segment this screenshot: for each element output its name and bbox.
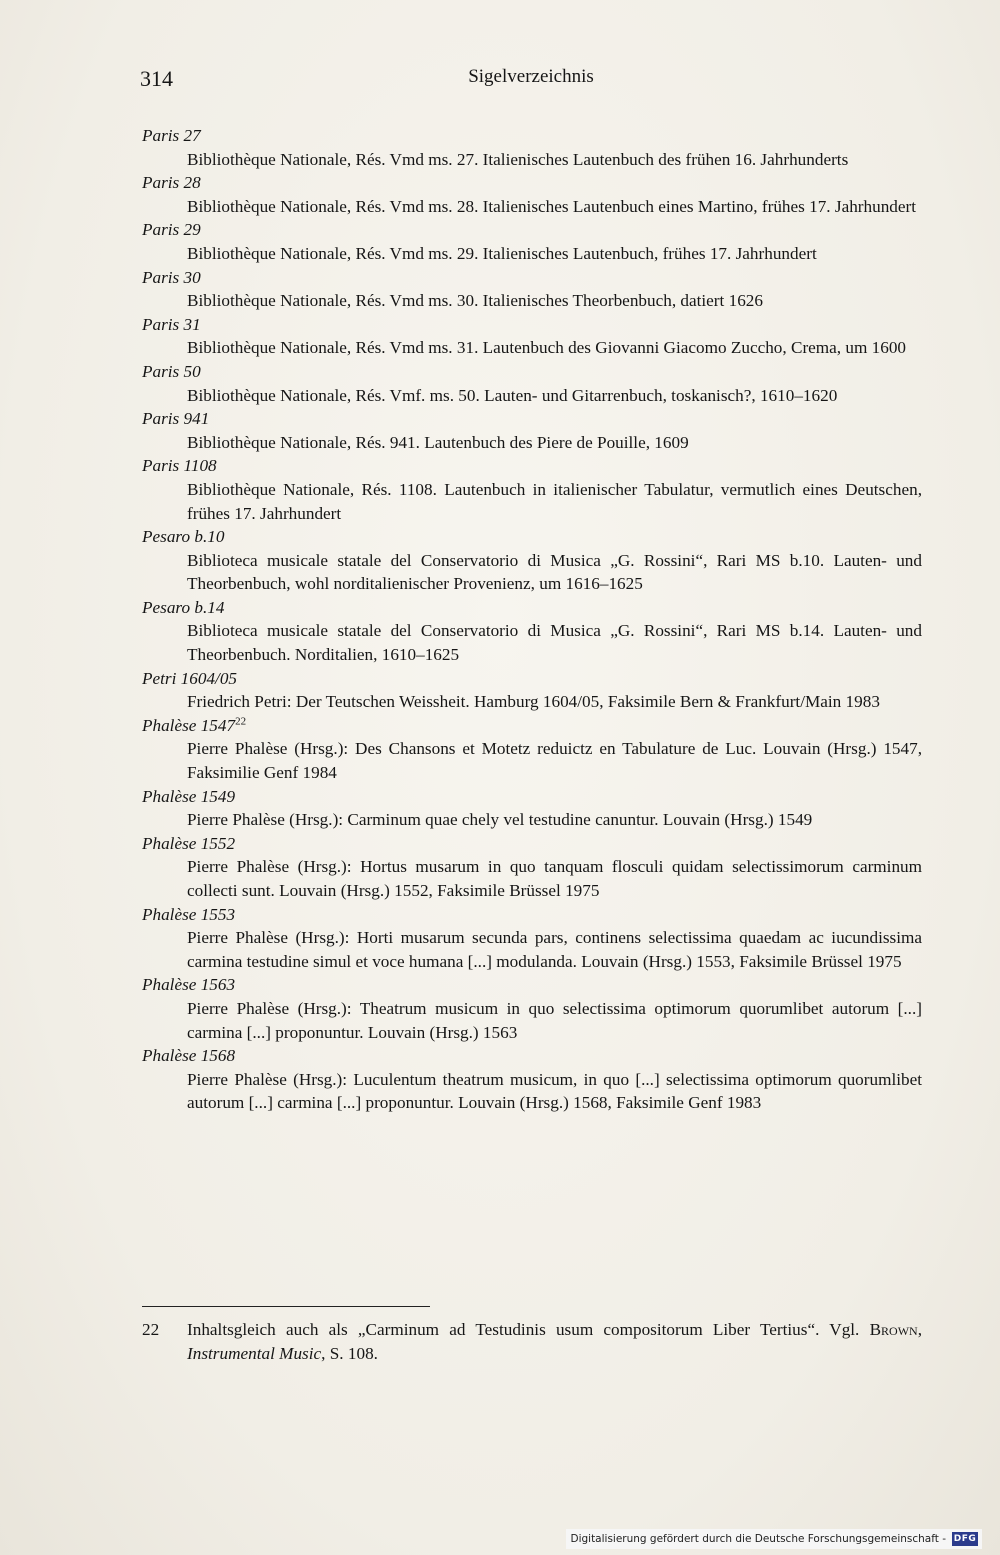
siglum-text: Paris 28 [142, 173, 201, 193]
siglum-description: Bibliothèque Nationale, Rés. Vmd ms. 29. Italienisches Lautenbuch, frühes 17. Jahrhundert [187, 243, 817, 263]
siglum-description: Pierre Phalèse (Hrsg.): Luculentum theatrum musicum, in quo [...] selectissima optimorum quorumlibet autorum [...] carmina [...] proponuntur. Louvain (Hrsg.) 1568, Faksimile Genf 1983 [187, 1069, 922, 1113]
siglum-description: Bibliothèque Nationale, Rés. Vmd ms. 30. Italienisches Theorbenbuch, datiert 1626 [187, 291, 763, 311]
siglum-text: Paris 941 [142, 409, 210, 429]
siglum [142, 525, 922, 549]
sigla-entry [142, 903, 922, 974]
siglum [142, 596, 922, 620]
footnote-author: Brown [869, 1320, 918, 1339]
siglum [142, 973, 922, 997]
siglum-description: Pierre Phalèse (Hrsg.): Carminum quae chely vel testudine canuntur. Louvain (Hrsg.) 1549 [187, 810, 813, 830]
siglum-text: Paris 27 [142, 126, 201, 145]
siglum-description: Bibliothèque Nationale, Rés. 941. Lautenbuch des Piere de Pouille, 1609 [187, 432, 689, 452]
credit-text: Digitalisierung gefördert durch die Deutsche Forschungsgemeinschaft - [570, 1533, 946, 1545]
sigla-entry [142, 454, 922, 525]
siglum-text: Phalèse 1547 [142, 715, 236, 735]
siglum-text: Phalèse 1552 [142, 833, 236, 853]
footnote-reference[interactable]: 22 [235, 715, 247, 728]
siglum-text: Phalèse 1563 [142, 975, 236, 995]
siglum-description: Biblioteca musicale statale del Conservatorio di Musica „G. Rossini“, Rari MS b.10. Lauten- und Theorbenbuch, wohl norditalienischer Provenienz, um 1616–1625 [187, 550, 922, 594]
page-number: 314 [140, 66, 173, 91]
footnote-number: 22 [142, 1320, 160, 1339]
siglum [142, 832, 922, 856]
siglum-text: Paris 50 [142, 361, 201, 381]
siglum [142, 124, 922, 148]
siglum [142, 785, 922, 809]
siglum-text: Paris 29 [142, 220, 201, 240]
siglum-description: Pierre Phalèse (Hrsg.): Hortus musarum in quo tanquam flosculi quidam selectissimorum carminum collecti sunt. Louvain (Hrsg.) 1552, Faksimile Brüssel 1975 [187, 857, 922, 900]
siglum-text: Pesaro b.14 [142, 597, 225, 617]
siglum [142, 313, 922, 337]
sigla-entry [142, 785, 922, 832]
siglum [142, 667, 922, 691]
sigla-entry [142, 124, 922, 171]
sigla-entry [142, 313, 922, 360]
siglum-description: Bibliothèque Nationale, Rés. 1108. Lautenbuch in italienischer Tabulatur, vermutlich eines Deutschen, frühes 17. Jahrhundert [187, 479, 922, 523]
digitization-credit [566, 1529, 982, 1549]
siglum [142, 714, 922, 738]
siglum-description: Bibliothèque Nationale, Rés. Vmd ms. 31. Lautenbuch des Giovanni Giacomo Zuccho, Crema, um 1600 [187, 338, 907, 358]
siglum [142, 360, 922, 384]
siglum-description: Bibliothèque Nationale, Rés. Vmd ms. 27. Italienisches Lautenbuch des frühen 16. Jahrhunderts [187, 149, 849, 169]
sigla-entry [142, 525, 922, 596]
sigla-entry [142, 714, 922, 785]
footnote [142, 1318, 922, 1365]
sigla-entry [142, 1044, 922, 1115]
siglum [142, 454, 922, 478]
footnote-title: Instrumental Music [187, 1343, 322, 1363]
running-title: Sigelverzeichnis [468, 66, 594, 87]
siglum-text: Petri 1604/05 [142, 668, 238, 688]
siglum-description: Bibliothèque Nationale, Rés. Vmf. ms. 50. Lauten- und Gitarrenbuch, toskanisch?, 1610–1620 [187, 385, 838, 405]
sigla-entry [142, 266, 922, 313]
siglum-text: Pesaro b.10 [142, 527, 225, 547]
siglum [142, 266, 922, 290]
siglum-text: Phalèse 1568 [142, 1046, 236, 1066]
sigla-entry [142, 407, 922, 454]
page-header [140, 66, 922, 96]
footnote-text-after: , S. 108. [321, 1343, 378, 1363]
sigla-entry [142, 596, 922, 667]
dfg-logo-icon: DFG [953, 1534, 977, 1544]
siglum [142, 1044, 922, 1068]
siglum-text: Paris 31 [142, 314, 201, 334]
siglum-text: Phalèse 1553 [142, 904, 236, 924]
siglum-description: Biblioteca musicale statale del Conservatorio di Musica „G. Rossini“, Rari MS b.14. Lauten- und Theorbenbuch. Norditalien, 1610–1625 [187, 621, 922, 665]
footnote-text: Inhaltsgleich auch als „Carminum ad Testudinis usum compositorum Liber Tertius“. Vgl. Brown, Instrumental Music, S. 108. [187, 1320, 922, 1363]
siglum-description: Pierre Phalèse (Hrsg.): Theatrum musicum in quo selectissima optimorum quorumlibet autorum [...] carmina [...] proponuntur. Louvain (Hrsg.) 1563 [187, 998, 922, 1042]
siglum-description: Pierre Phalèse (Hrsg.): Des Chansons et Motetz reduictz en Tabulature de Luc. Louvain (Hrsg.) 1547, Faksimilie Genf 1984 [187, 739, 922, 783]
siglum [142, 407, 922, 431]
sigla-entry [142, 973, 922, 1044]
siglum-text: Phalèse 1549 [142, 786, 236, 806]
sigla-entry [142, 667, 922, 714]
siglum-text: Paris 1108 [142, 456, 217, 476]
sigla-entry [142, 360, 922, 407]
footnote-rule [142, 1306, 430, 1307]
siglum-description: Pierre Phalèse (Hrsg.): Horti musarum secunda pars, continens selectissima quaedam ac iucundissima carmina testudine simul et voce humana [...] modulanda. Louvain (Hrsg.) 1553, Faksimile Brüssel 1975 [187, 928, 922, 971]
siglum-description: Bibliothèque Nationale, Rés. Vmd ms. 28. Italienisches Lautenbuch eines Martino, frühes 17. Jahrhundert [187, 196, 917, 216]
sigla-entry [142, 832, 922, 903]
siglum-text: Paris 30 [142, 267, 201, 287]
siglum [142, 218, 922, 242]
siglum-description: Friedrich Petri: Der Teutschen Weissheit. Hamburg 1604/05, Faksimile Bern & Frankfurt/Main 1983 [187, 692, 880, 712]
siglum [142, 171, 922, 195]
footnote-text-before: Inhaltsgleich auch als „Carminum ad Testudinis usum compositorum Liber Tertius“. Vgl. [187, 1320, 870, 1339]
sigla-entry [142, 171, 922, 218]
siglum [142, 903, 922, 927]
sigla-list [142, 124, 922, 1115]
sigla-entry [142, 218, 922, 265]
